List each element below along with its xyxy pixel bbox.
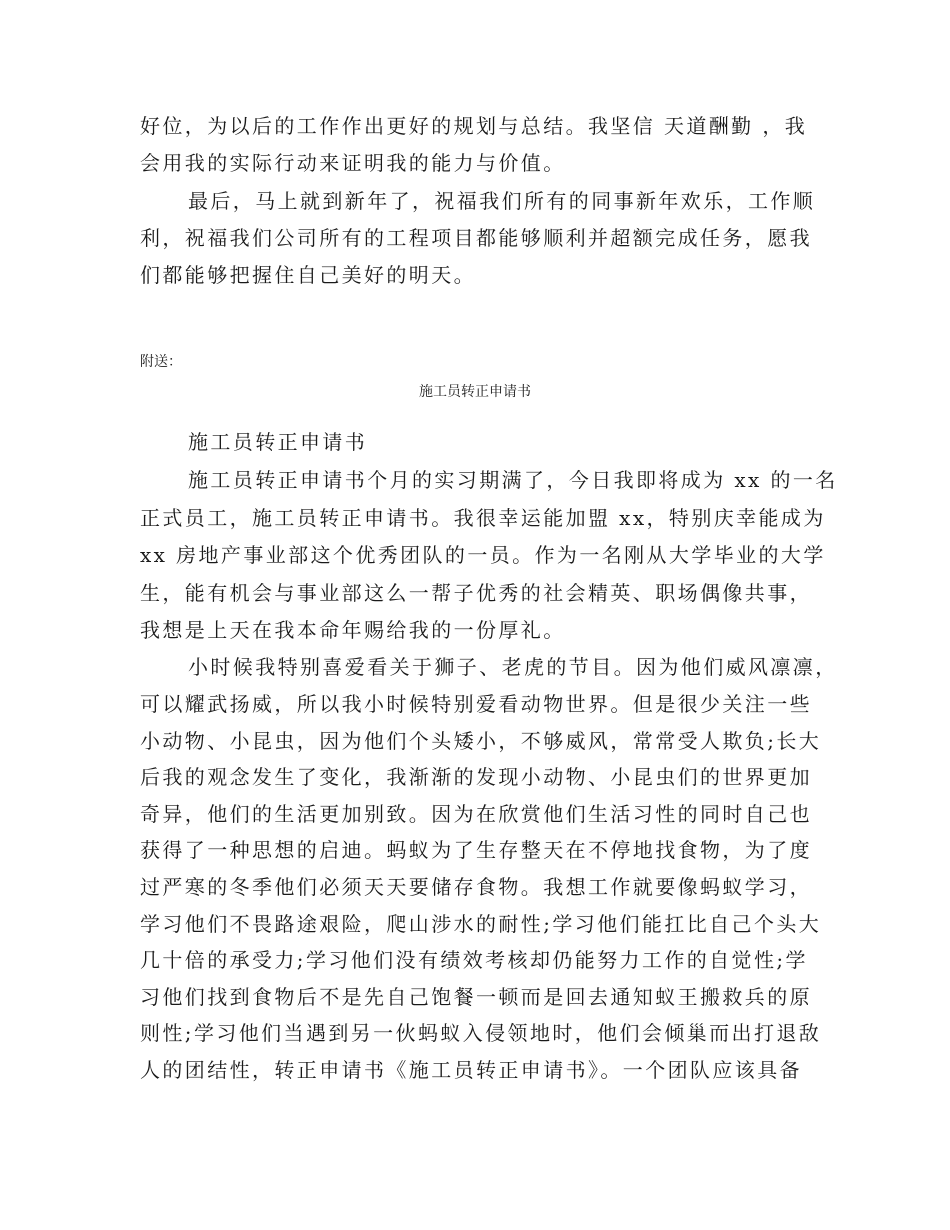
body-line: 小时候我特别喜爱看关于狮子、老虎的节目。因为他们威风凛凛， (188, 655, 838, 679)
appendix-title: 施工员转正申请书 (419, 384, 531, 400)
closing-line: 最后，马上就到新年了，祝福我们所有的同事新年欢乐，工作顺 (188, 189, 816, 213)
body-line: 几十倍的承受力;学习他们没有绩效考核却仍能努力工作的自觉性;学 (140, 948, 808, 972)
body-line: 生，能有机会与事业部这么一帮子优秀的社会精英、职场偶像共事， (140, 581, 812, 605)
body-line: 我想是上天在我本命年赐给我的一份厚礼。 (140, 618, 566, 642)
body-line: xx 房地产事业部这个优秀团队的一员。作为一名刚从大学毕业的大学 (140, 543, 826, 567)
body-line: 获得了一种思想的启迪。蚂蚁为了生存整天在不停地找食物，为了度 (140, 838, 812, 862)
body-line: 可以耀武扬威，所以我小时候特别爱看动物世界。但是很少关注一些 (140, 692, 812, 716)
body-line: 学习他们不畏路途艰险，爬山涉水的耐性;学习他们能扛比自己个头大 (140, 912, 822, 936)
body-line: 过严寒的冬季他们必须天天要储存食物。我想工作就要像蚂蚁学习， (140, 875, 812, 899)
body-line: 施工员转正申请书 (188, 430, 368, 454)
body-line: 人的团结性，转正申请书《施工员转正申请书》。一个团队应该具备 (140, 1058, 802, 1082)
body-line: 则性;学习他们当遇到另一伙蚂蚁入侵领地时，他们会倾巢而出打退敌 (140, 1021, 822, 1045)
body-line: 正式员工，施工员转正申请书。我很幸运能加盟 xx，特别庆幸能成为 (140, 506, 826, 530)
body-line: 小动物、小昆虫，因为他们个头矮小，不够威风，常常受人欺负;长大 (140, 729, 822, 753)
body-line: 奇异，他们的生活更加别致。因为在欣赏他们生活习性的同时自己也 (140, 802, 812, 826)
closing-line: 利，祝福我们公司所有的工程项目都能够顺利并超额完成任务，愿我 (140, 226, 812, 250)
closing-line: 会用我的实际行动来证明我的能力与价值。 (140, 151, 566, 175)
closing-line: 好位，为以后的工作作出更好的规划与总结。我坚信 天道酬勤 ，我 (140, 114, 808, 138)
body-line: 施工员转正申请书个月的实习期满了，今日我即将成为 xx 的一名 (188, 468, 838, 492)
body-line: 习他们找到食物后不是先自己饱餐一顿而是回去通知蚁王搬救兵的原 (140, 985, 812, 1009)
closing-line: 们都能够把握住自己美好的明天。 (140, 263, 476, 287)
body-line: 后我的观念发生了变化，我渐渐的发现小动物、小昆虫们的世界更加 (140, 765, 812, 789)
appendix-label: 附送： (140, 354, 182, 370)
